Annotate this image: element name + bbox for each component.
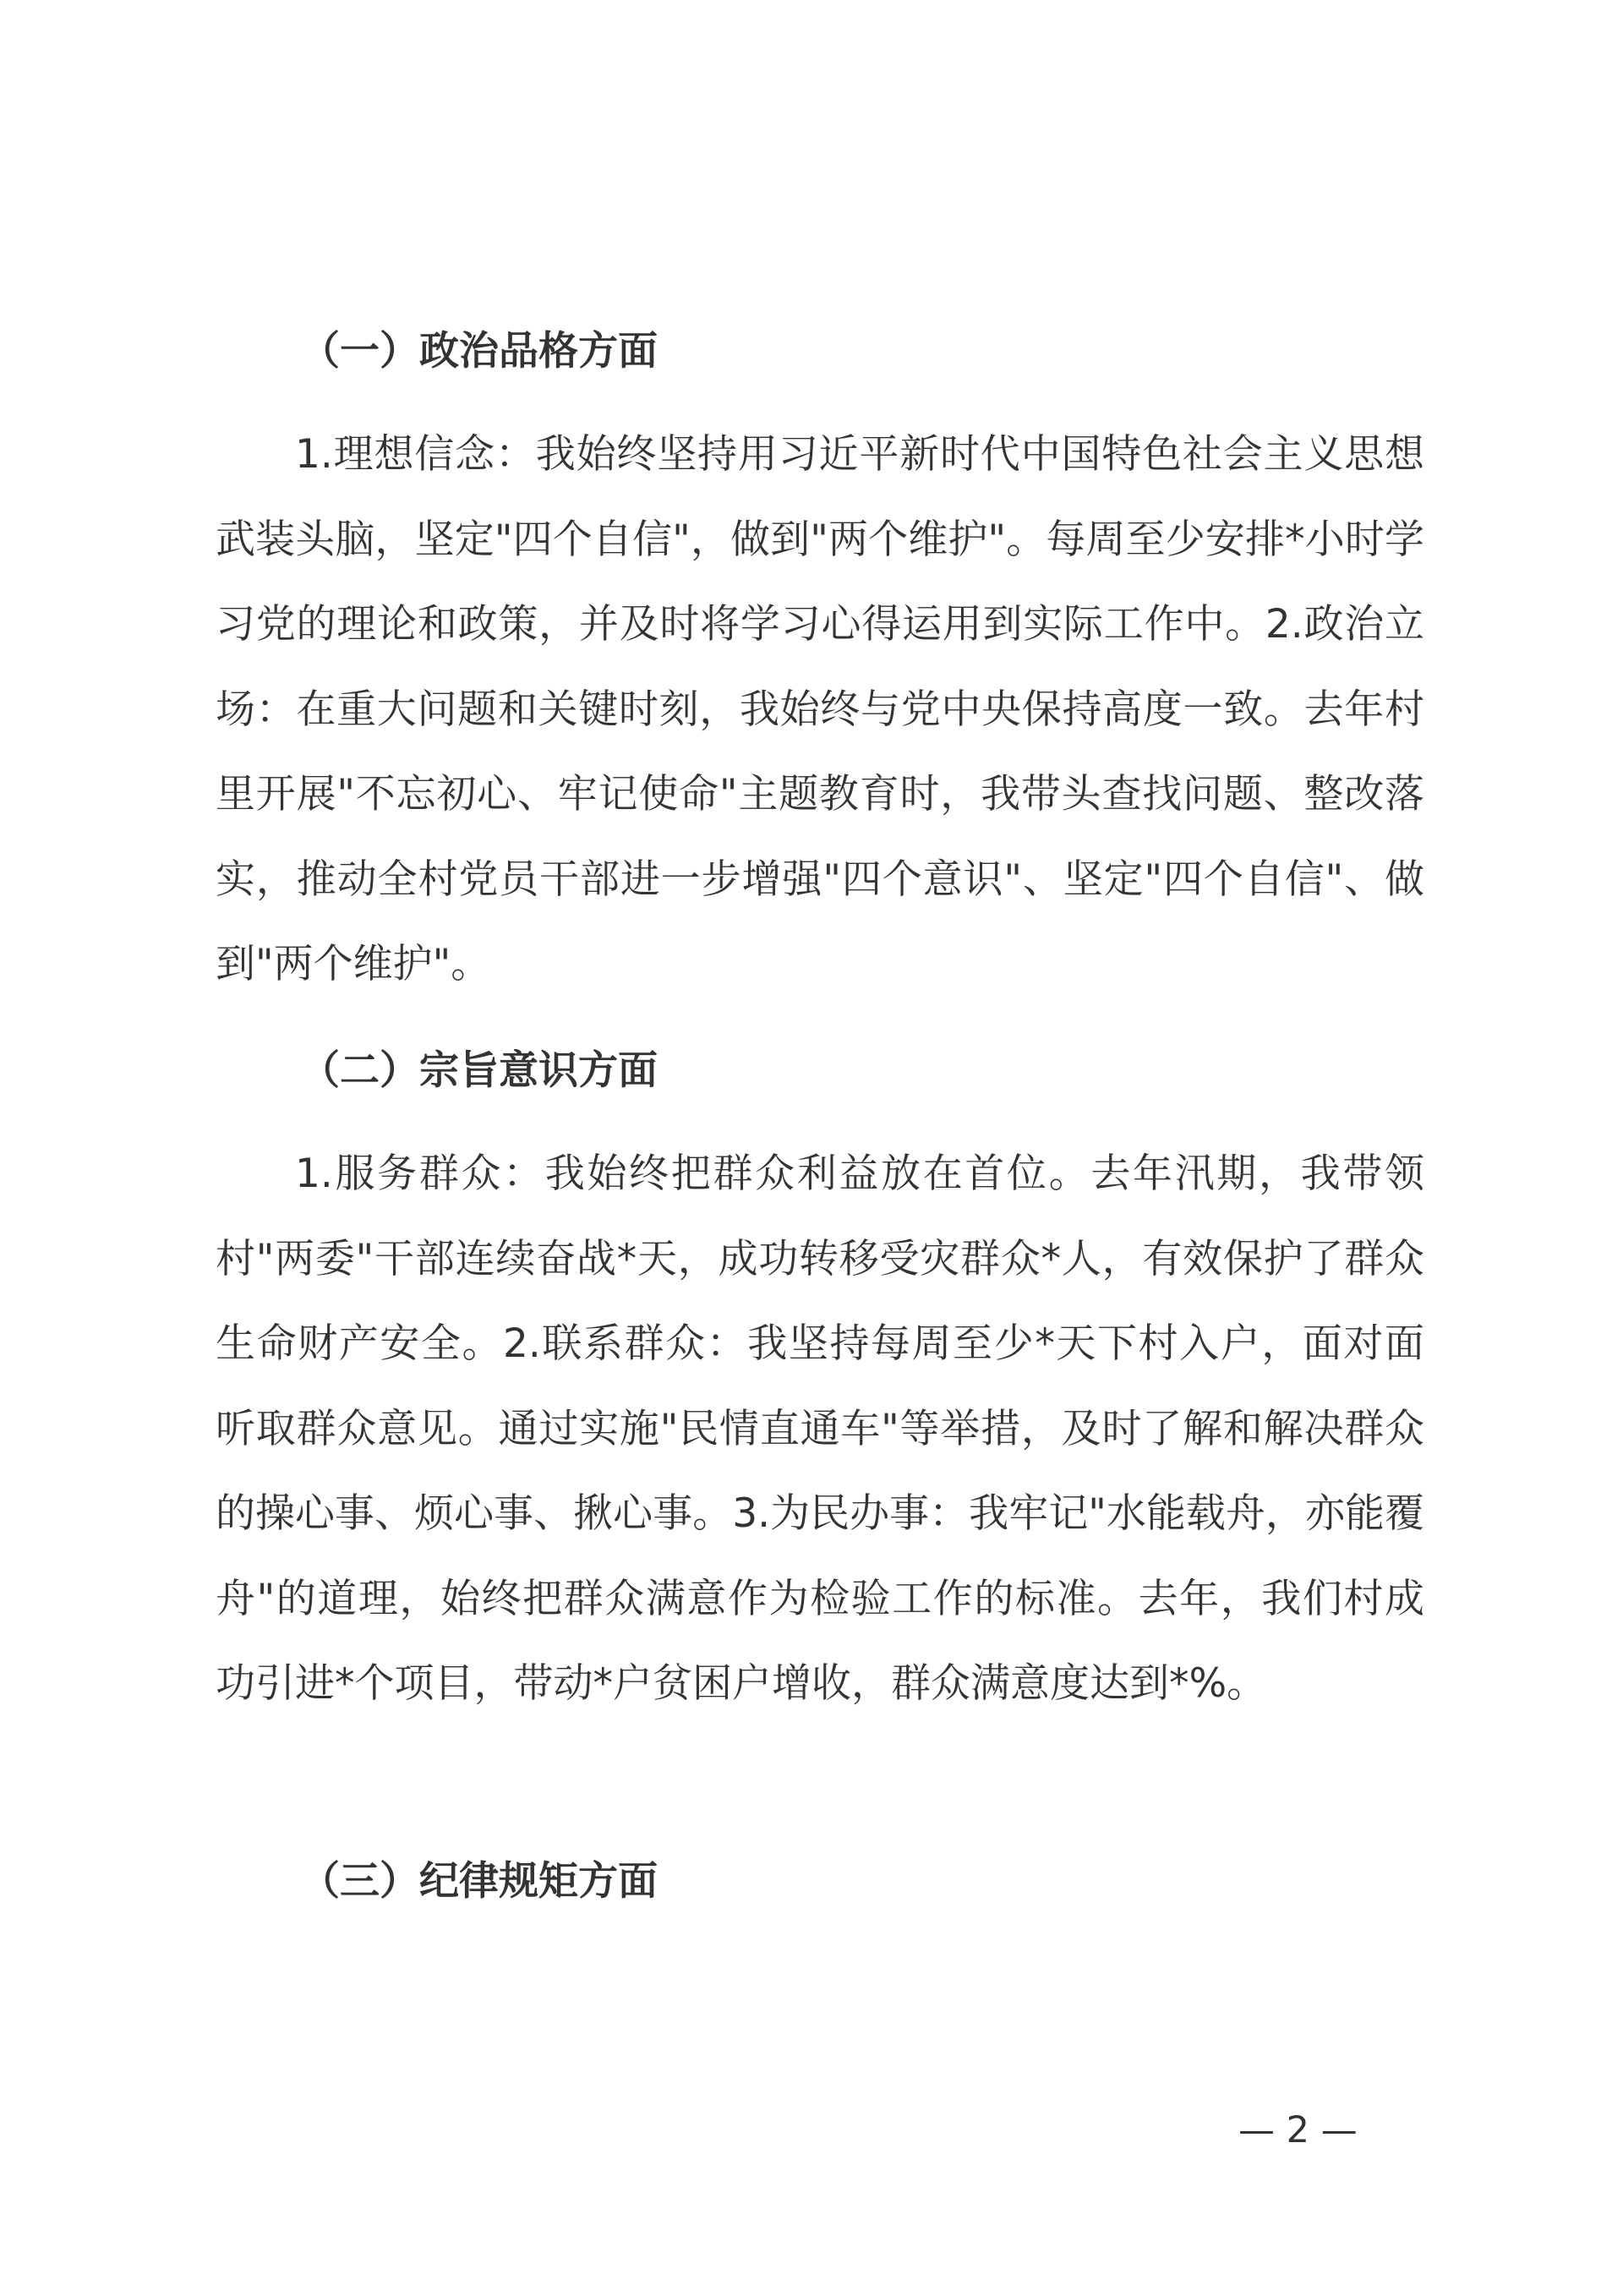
section-paragraph-political-character: 1.理想信念：我始终坚持用习近平新时代中国特色社会主义思想武装头脑，坚定"四个自信"，做到"两个维护"。每周至少安排*小时学习党的理论和政策，并及时将学习心得运用到实际工作中。2.政治立场：在重大问题和关键时刻，我始终与党中央保持高度一致。去年村里开展"不忘初心、牢记使命"主题教育时，我带头查找问题、整改落实，推动全村党员干部进一步增强"四个意识"、坚定"四个自信"、做到"两个维护"。 [216, 431, 1424, 987]
section-heading-discipline-rules: （三）纪律规矩方面 [300, 1858, 658, 1905]
section-heading-purpose-awareness: （二）宗旨意识方面 [300, 1047, 658, 1094]
section-paragraph-purpose-awareness: 1.服务群众：我始终把群众利益放在首位。去年汛期，我带领村"两委"干部连续奋战*天，成功转移受灾群众*人，有效保护了群众生命财产安全。2.联系群众：我坚持每周至少*天下村入户，面对面听取群众意见。通过实施"民情直通车"等举措，及时了解和解决群众的操心事、烦心事、揪心事。3.为民办事：我牢记"水能载舟，亦能覆舟"的道理，始终把群众满意作为检验工作的标准。去年，我们村成功引进*个项目，带动*户贫困户增收，群众满意度达到*%。 [216, 1151, 1424, 1707]
page-number: — 2 — [1238, 2109, 1358, 2151]
section-heading-political-character: （一）政治品格方面 [300, 328, 658, 374]
